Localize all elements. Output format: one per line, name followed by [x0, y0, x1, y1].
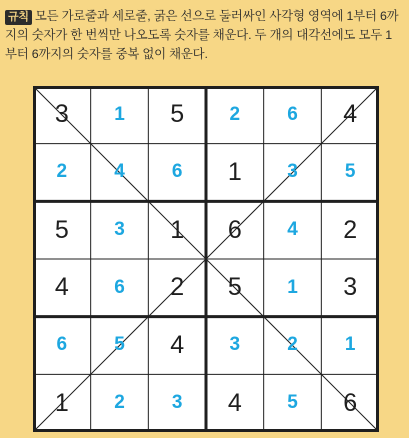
cell-digit: 5: [54, 215, 69, 244]
given-cell: [33, 259, 91, 317]
rule-text-block: [5, 7, 403, 64]
given-cell: [148, 86, 206, 144]
cell-digit: 5: [344, 161, 356, 183]
answer-cell[interactable]: [264, 86, 322, 144]
given-cell: [206, 201, 264, 259]
cell-digit: 3: [114, 219, 125, 241]
cell-digit: 2: [287, 334, 298, 356]
cell-digit: 4: [343, 100, 358, 129]
given-cell: [148, 259, 206, 317]
given-cell: [321, 259, 379, 317]
cell-digit: 1: [170, 215, 185, 244]
cell-digit: 4: [54, 273, 69, 302]
answer-cell[interactable]: [206, 86, 264, 144]
cell-digit: 2: [170, 273, 185, 302]
answer-cell[interactable]: [206, 317, 264, 375]
given-cell: [148, 317, 206, 375]
answer-cell[interactable]: [321, 317, 379, 375]
sudoku-board: [33, 86, 379, 432]
rule-badge: 규칙: [5, 10, 32, 25]
cell-digit: 2: [56, 161, 68, 183]
cell-digit: 3: [54, 100, 69, 129]
given-cell: [148, 201, 206, 259]
given-cell: [33, 201, 91, 259]
answer-cell[interactable]: [148, 374, 206, 432]
given-cell: [33, 374, 91, 432]
cell-digit: 1: [54, 388, 69, 417]
answer-cell[interactable]: [91, 144, 149, 202]
cell-digit: 6: [343, 388, 358, 417]
cell-digit: 6: [227, 215, 242, 244]
cell-digit: 5: [114, 334, 125, 356]
given-cell: [206, 374, 264, 432]
given-cell: [321, 201, 379, 259]
answer-cell[interactable]: [264, 317, 322, 375]
answer-cell[interactable]: [321, 144, 379, 202]
given-cell: [321, 86, 379, 144]
answer-cell[interactable]: [91, 374, 149, 432]
answer-cell[interactable]: [33, 317, 91, 375]
cell-digit: 3: [287, 161, 298, 183]
cell-digit: 1: [344, 334, 356, 356]
given-cell: [33, 86, 91, 144]
cell-digit: 4: [287, 219, 298, 241]
cell-digit: 2: [343, 215, 358, 244]
answer-cell[interactable]: [264, 259, 322, 317]
cell-digit: 5: [287, 392, 298, 414]
cell-digit: 3: [171, 392, 183, 414]
answer-cell[interactable]: [264, 144, 322, 202]
cell-digit: 2: [229, 103, 241, 125]
cell-digit: 4: [114, 161, 125, 183]
cell-digit: 6: [287, 103, 298, 125]
answer-cell[interactable]: [91, 317, 149, 375]
rule-description: 모든 가로줄과 세로줄, 굵은 선으로 둘러싸인 사각형 영역에 1부터 6까지의 숫자가 한 번씩만 나오도록 숫자를 채운다. 두 개의 대각선에도 모두 1부터 6까지의 숫자를 중복 없이 채운다.: [5, 9, 399, 61]
cell-digit: 6: [56, 334, 68, 356]
answer-cell[interactable]: [91, 86, 149, 144]
cell-digit: 1: [287, 276, 298, 298]
cell-digit: 4: [170, 330, 185, 359]
cell-digit: 1: [114, 103, 125, 125]
given-cell: [206, 259, 264, 317]
cell-digit: 5: [170, 100, 185, 129]
answer-cell[interactable]: [91, 201, 149, 259]
given-cell: [206, 144, 264, 202]
cell-digit: 1: [227, 157, 242, 186]
answer-cell[interactable]: [33, 144, 91, 202]
cell-digit: 4: [227, 388, 242, 417]
cell-digit: 6: [114, 276, 125, 298]
given-cell: [321, 374, 379, 432]
answer-cell[interactable]: [91, 259, 149, 317]
cell-digit: 6: [171, 161, 183, 183]
answer-cell[interactable]: [148, 144, 206, 202]
answer-cell[interactable]: [264, 201, 322, 259]
cell-digit: 3: [343, 273, 358, 302]
cell-digit: 3: [229, 334, 241, 356]
cell-digit: 5: [227, 273, 242, 302]
cell-digit: 2: [114, 392, 125, 414]
answer-cell[interactable]: [264, 374, 322, 432]
